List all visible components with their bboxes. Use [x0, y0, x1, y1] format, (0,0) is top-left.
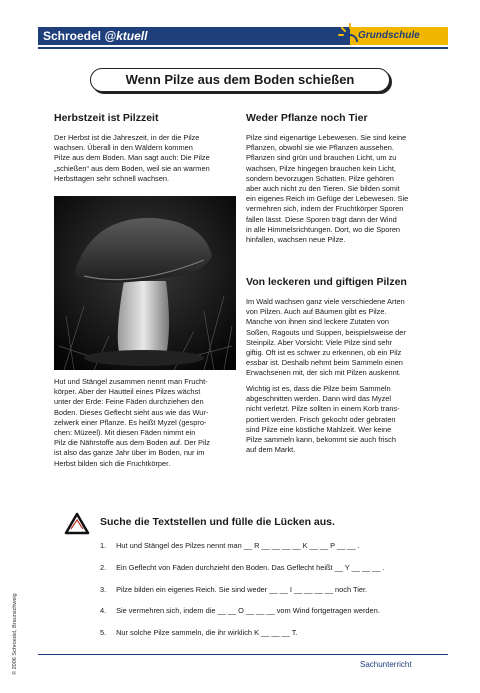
text-line: Boden. Dieses Geflecht sieht aus wie das Wur- — [54, 407, 209, 417]
text-line: Manche von ihnen sind leckere Zutaten von — [246, 317, 389, 327]
question-4 — [100, 606, 380, 616]
task-instruction: Suche die Textstellen und fülle die Lücken aus. — [100, 516, 335, 528]
text-line: Erwachsenen mit, der sich mit Pilzen auskennt. — [246, 368, 401, 378]
text-line: Herbst bilden sich die Fruchtkörper. — [54, 458, 171, 468]
heading-herbstzeit: Herbstzeit ist Pilzzeit — [54, 112, 159, 124]
text-line: körper. Aber der Hautteil eines Pilzes wächst — [54, 387, 201, 397]
paragraph-lebewesen — [246, 133, 428, 245]
brand-suffix: @ktuell — [104, 29, 148, 43]
question-text: Nur solche Pilze sammeln, die ihr wirklich K __ __ __ T. — [116, 628, 298, 637]
header-rule — [38, 47, 448, 49]
question-5 — [100, 628, 297, 638]
question-text: Sie vermehren sich, indem die __ __ O __ __ __ vom Wind fortgetragen werden. — [116, 606, 380, 615]
text-line: fallen lässt. Diese Sporen trägt dann der Wind — [246, 214, 397, 224]
warning-triangle-icon — [64, 512, 90, 536]
text-line: portiert werden. Frisch gekocht oder gebraten — [246, 414, 396, 424]
text-line: Pilze sammeln kann, bekommt sie auch frisch — [246, 435, 396, 445]
question-text: Pilze bilden ein eigenes Reich. Sie sind weder __ __ I __ __ __ __ noch Tier. — [116, 585, 368, 594]
question-number: 2. — [100, 563, 107, 572]
text-line: essbar ist. Deshalb nehmt beim Sammeln einen — [246, 358, 403, 368]
text-line: giftig. Oft ist es schwer zu erkennen, ob ein Pilz — [246, 348, 402, 358]
brand-logo — [43, 28, 147, 44]
text-line: Pflanzen sind grün und brauchen Licht, um zu — [246, 153, 397, 163]
text-line: von Pilzen. Auch auf Bäumen gibt es Pilze. — [246, 307, 387, 317]
text-line: Pilz die Nährstoffe aus dem Boden auf. Der Pilz — [54, 438, 210, 448]
mushroom-photo — [54, 196, 236, 370]
text-line: unter der Erde: Feine Fäden durchziehen den — [54, 397, 204, 407]
text-line: Der Herbst ist die Jahreszeit, in der die Pilze — [54, 133, 200, 142]
text-line: auf dem Markt. — [246, 445, 296, 455]
heading-leckere-giftige: Von leckeren und giftigen Pilzen — [246, 276, 407, 288]
question-2 — [100, 563, 385, 573]
text-line: zelwerk einer Pflanze. Es heißt Myzel (gespro- — [54, 417, 207, 427]
question-3 — [100, 585, 367, 595]
text-line: Wichtig ist es, dass die Pilze beim Sammeln — [246, 384, 391, 393]
question-number: 1. — [100, 541, 107, 550]
series-label: Grundschule — [358, 30, 420, 41]
subject-label: Sachunterricht — [360, 660, 412, 669]
text-line: Herbsttagen sehr schnell wachsen. — [54, 173, 170, 183]
text-line: Pilze sind eigenartige Lebewesen. Sie sind keine — [246, 133, 407, 142]
question-text: Hut und Stängel des Pilzes nennt man __ R __ __ __ __ K __ __ P __ __ . — [116, 541, 360, 550]
paragraph-arten — [246, 297, 428, 379]
question-text: Ein Geflecht von Fäden durchzieht den Boden. Das Geflecht heißt __ Y __ __ __ . — [116, 563, 385, 572]
text-line: wachsen. Überall in den Wäldern kommen — [54, 143, 193, 153]
text-line: ein eigenes Reich im Gefüge der Lebewesen. Sie — [246, 194, 409, 204]
text-line: Soßen, Ragouts und Suppen, beispielsweise der — [246, 327, 406, 337]
text-line: sind Pilze eine köstliche Mahlzeit. Wer keine — [246, 424, 392, 434]
text-line: Pilze aus dem Boden. Man sagt auch: Die Pilze — [54, 153, 210, 163]
text-line: in alle Himmelsrichtungen. Dort, wo die Sporen — [246, 224, 401, 234]
paragraph-sammeln — [246, 384, 428, 455]
text-line: abgeschnitten werden. Dann wird das Myzel — [246, 394, 392, 404]
text-line: Steinpilz. Aber Vorsicht: Viele Pilze sind sehr — [246, 337, 393, 347]
text-line: Im Wald wachsen ganz viele verschiedene Arten — [246, 297, 405, 306]
text-line: Hut und Stängel zusammen nennt man Frucht- — [54, 377, 208, 386]
text-line: wachsen, Pilze hingegen brauchen kein Licht, — [246, 163, 396, 173]
text-line: hinfallen, wachsen neue Pilze. — [246, 235, 346, 245]
text-line: sondern bevorzugen Schatten. Pilze gehören — [246, 173, 394, 183]
text-line: aber auch nicht zu den Tieren. Sie bilden somit — [246, 184, 400, 194]
text-line: ist also das ganze Jahr über im Boden, nur im — [54, 448, 205, 458]
text-line: „schießen“ aus dem Boden, weil sie an warmen — [54, 163, 210, 173]
mushroom-illustration — [54, 196, 236, 370]
copyright-note: © 2006 Schroedel, Braunschweig — [12, 593, 18, 675]
page-title: Wenn Pilze aus dem Boden schießen — [125, 72, 355, 87]
heading-weder-pflanze: Weder Pflanze noch Tier — [246, 112, 368, 124]
paragraph-fruchtkoerper — [54, 377, 236, 469]
text-line: chen: Müzeel). Mit diesen Fäden nimmt ein — [54, 428, 196, 438]
text-line: Pflanzen, obwohl sie wie Pflanzen aussehen. — [246, 143, 394, 153]
text-line: nicht verletzt. Pilze sollten in einem Korb trans- — [246, 404, 400, 414]
question-1 — [100, 541, 360, 551]
question-number: 4. — [100, 606, 107, 615]
footer-rule — [38, 654, 448, 655]
question-number: 3. — [100, 585, 107, 594]
question-number: 5. — [100, 628, 107, 637]
text-line: vermehren sich, indem der Fruchtkörper Sporen — [246, 204, 404, 214]
brand-name: Schroedel — [43, 29, 102, 43]
paragraph-intro — [54, 133, 236, 184]
